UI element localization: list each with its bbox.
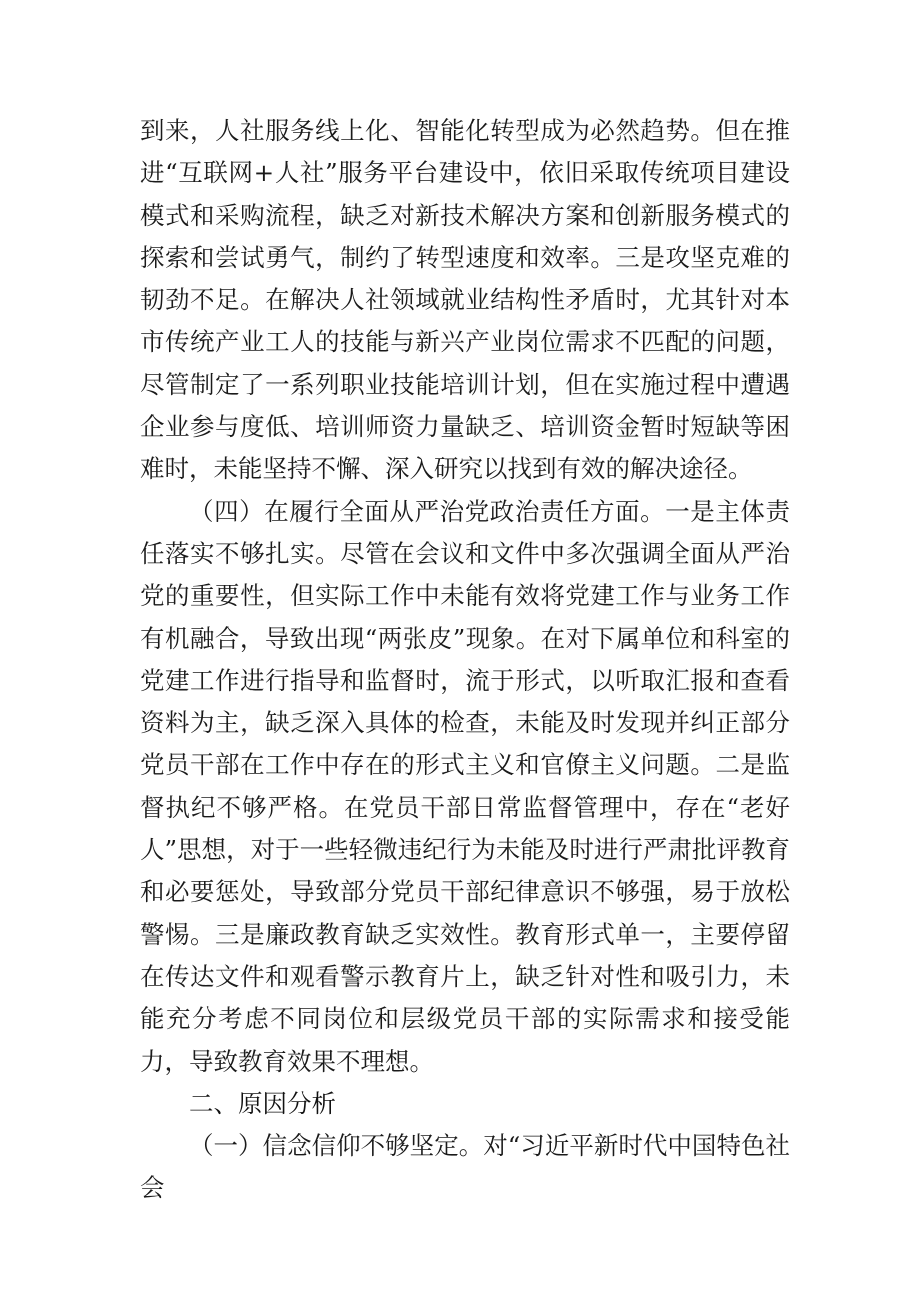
document-body [140, 110, 790, 1210]
paragraph-continuation: 到来，人社服务线上化、智能化转型成为必然趋势。但在推进“互联网+人社”服务平台建设中，依旧采取传统项目建设模式和采购流程，缺乏对新技术解决方案和创新服务模式的探索和尝试勇气，制约了转型速度和效率。三是攻坚克难的韧劲不足。在解决人社领域就业结构性矛盾时，尤其针对本市传统产业工人的技能与新兴产业岗位需求不匹配的问题，尽管制定了一系列职业技能培训计划，但在实施过程中遭遇企业参与度低、培训师资力量缺乏、培训资金暂时短缺等困难时，未能坚持不懈、深入研究以找到有效的解决途径。 [140, 116, 790, 484]
section-heading-cause-analysis: 二、原因分析 [189, 1088, 336, 1118]
paragraph-cause-one: （一）信念信仰不够坚定。对“习近平新时代中国特色社会 [140, 1131, 790, 1203]
paragraph-section-four: （四）在履行全面从严治党政治责任方面。一是主体责任落实不够扎实。尽管在会议和文件中多次强调全面从严治党的重要性，但实际工作中未能有效将党建工作与业务工作有机融合，导致出现“两张皮”现象。在对下属单位和科室的党建工作进行指导和监督时，流于形式，以听取汇报和查看资料为主，缺乏深入具体的检查，未能及时发现并纠正部分党员干部在工作中存在的形式主义和官僚主义问题。二是监督执纪不够严格。在党员干部日常监督管理中，存在“老好人”思想，对于一些轻微违纪行为未能及时进行严肃批评教育和必要惩处，导致部分党员干部纪律意识不够强，易于放松警惕。三是廉政教育缺乏实效性。教育形式单一，主要停留在传达文件和观看警示教育片上，缺乏针对性和吸引力，未能充分考虑不同岗位和层级党员干部的实际需求和接受能力，导致教育效果不理想。 [140, 496, 790, 1076]
